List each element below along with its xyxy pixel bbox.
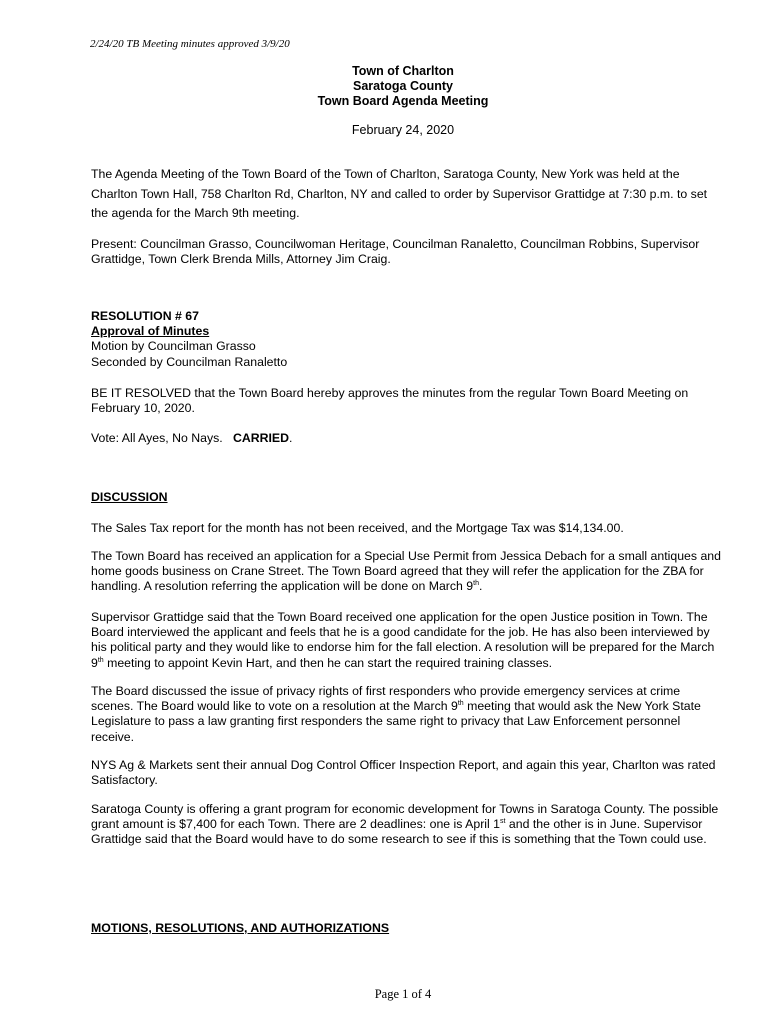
ordinal-suffix: th [97, 656, 104, 664]
page-number: Page 1 of 4 [374, 987, 432, 1001]
paragraph-text: Supervisor Grattidge said that the Town Board received one application for the open Justice position in Town. The Board interviewed the applicant and feels that he is a good candidate for the job. He has also been interviewed by his political party and they would like to endorse him for the fall election. A resolution will be prepared for the March 9 [91, 610, 715, 670]
resolution-subject: Approval of Minutes [91, 324, 210, 339]
paragraph-text-end: and the other is in June. Supervisor Grattidge said that the Board would have to do some research to see if this is something that the Town could use. [91, 817, 707, 847]
discussion-paragraph-grant-program [91, 802, 721, 848]
discussion-heading: DISCUSSION [91, 490, 168, 504]
resolution-block [91, 309, 721, 370]
resolution-motion: Motion by Councilman Grasso [91, 339, 256, 354]
discussion-paragraph-privacy-rights [91, 684, 721, 745]
ordinal-suffix: st [500, 818, 506, 826]
paragraph-text: The Board discussed the issue of privacy rights of first responders who provide emergency services at crime scenes. The Board would like to vote on a resolution at the March 9 [91, 684, 681, 714]
motions-heading: MOTIONS, RESOLUTIONS, AND AUTHORIZATIONS [91, 921, 390, 935]
resolution-number: RESOLUTION # 67 [91, 309, 199, 323]
ordinal-suffix: th [457, 700, 464, 708]
paragraph-text-end: meeting that would ask the New York State Legislature to pass a law granting first responders the same right to privacy that Law Enforcement personnel receive. [91, 699, 701, 744]
discussion-paragraph-sales-tax: The Sales Tax report for the month has not been received, and the Mortgage Tax was $14,134.00. [91, 521, 624, 535]
title-line-2: Saratoga County [352, 79, 453, 93]
paragraph-text: Saratoga County is offering a grant program for economic development for Towns in Saratoga County. The possible grant amount is $7,400 for each Town. There are 2 deadlines: one is April 1 [91, 802, 719, 832]
title-line-3: Town Board Agenda Meeting [317, 94, 489, 108]
meeting-date: February 24, 2020 [351, 123, 455, 137]
vote-period: . [288, 431, 293, 445]
paragraph-text-end: meeting to appoint Kevin Hart, and then he can start the required training classes. [103, 655, 553, 670]
discussion-paragraph-special-use-permit [91, 549, 721, 595]
header-note: 2/24/20 TB Meeting minutes approved 3/9/20 [90, 38, 290, 50]
discussion-paragraph-justice-position [91, 610, 721, 671]
paragraph-text-end: . [478, 579, 483, 594]
vote-text: Vote: All Ayes, No Nays. [91, 431, 223, 445]
resolution-vote [91, 431, 721, 446]
vote-result: CARRIED [232, 431, 289, 445]
document-title [0, 64, 770, 109]
resolution-seconded: Seconded by Councilman Ranaletto [91, 354, 288, 369]
ordinal-suffix: th [473, 580, 479, 588]
title-line-1: Town of Charlton [352, 64, 454, 78]
paragraph-text: The Town Board has received an application for a Special Use Permit from Jessica Debach for a small antiques and home goods business on Crane Street. The Town Board agreed that they will refer the application for the ZBA for handling. A resolution referring the application will be done on March 9 [91, 549, 721, 594]
resolution-body: BE IT RESOLVED that the Town Board hereby approves the minutes from the regular Town Board Meeting on February 10, 2020. [91, 386, 689, 416]
discussion-paragraph-dog-control: NYS Ag & Markets sent their annual Dog Control Officer Inspection Report, and again this year, Charlton was rated Satisfactory. [91, 758, 716, 788]
intro-paragraph: The Agenda Meeting of the Town Board of the Town of Charlton, Saratoga County, New York was held at the Charlton Town Hall, 758 Charlton Rd, Charlton, NY and called to order by Supervisor Grattidge at 7:30 p.m. to set the agenda for the March 9th meeting. [91, 167, 708, 220]
present-paragraph: Present: Councilman Grasso, Councilwoman Heritage, Councilman Ranaletto, Councilman Robbins, Supervisor Grattidge, Town Clerk Brenda Mills, Attorney Jim Craig. [91, 237, 700, 267]
